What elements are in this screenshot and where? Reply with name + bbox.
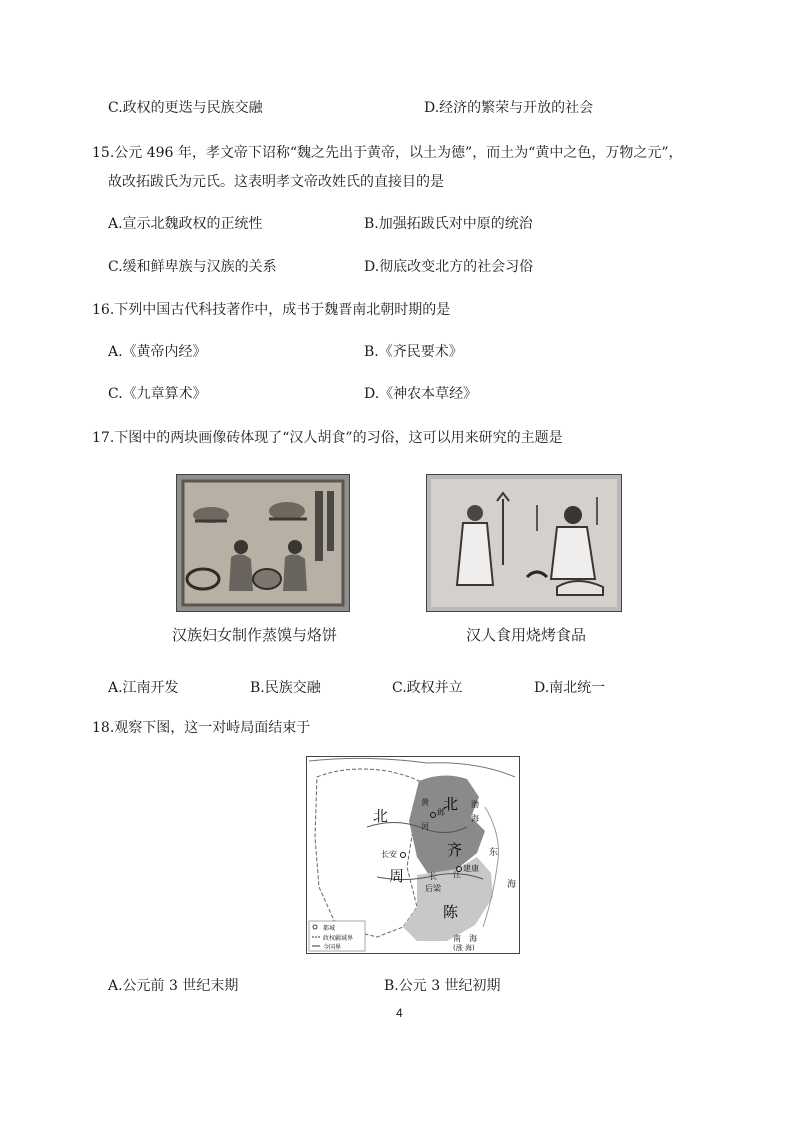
q16-option-d: D.《神农本草经》 bbox=[364, 386, 478, 402]
map-label-houliang: 后梁 bbox=[425, 884, 441, 893]
q15-stem-line2: 故改拓跋氏为元氏。这表明孝文帝改姓氏的直接目的是 bbox=[108, 174, 444, 190]
map-label-hai2: 海 bbox=[507, 880, 517, 890]
q18-option-a: A.公元前 3 世纪末期 bbox=[108, 978, 239, 994]
page-number: 4 bbox=[396, 1006, 403, 1020]
q17-option-b: B.民族交融 bbox=[250, 680, 321, 696]
q15-option-c: C.缓和鲜卑族与汉族的关系 bbox=[108, 259, 277, 275]
map-label-bei: 北 bbox=[373, 807, 389, 825]
brick-image-cooking bbox=[176, 474, 350, 612]
map-label-bei-qi-1: 北 bbox=[443, 795, 459, 813]
map-label-dong: 东 bbox=[489, 848, 499, 858]
map-label-zhuhai: (涨 海) bbox=[453, 944, 475, 952]
q17-option-a: A.江南开发 bbox=[108, 680, 179, 696]
brick-image-barbecue bbox=[426, 474, 622, 612]
q15-option-d: D.彻底改变北方的社会习俗 bbox=[364, 259, 534, 275]
map-label-hai1: 海 bbox=[471, 814, 479, 823]
q17-stem: 17.下图中的两块画像砖体现了“汉人胡食”的习俗，这可以用来研究的主题是 bbox=[92, 430, 563, 446]
map-label-huang: 黄 bbox=[421, 798, 429, 807]
q14-option-d: D.经济的繁荣与开放的社会 bbox=[424, 100, 594, 116]
q16-stem: 16.下列中国古代科技著作中，成书于魏晋南北朝时期的是 bbox=[92, 302, 451, 318]
q16-option-b: B.《齐民要术》 bbox=[364, 344, 463, 360]
q17-option-d: D.南北统一 bbox=[534, 680, 606, 696]
map-label-ye: 邺 bbox=[437, 808, 445, 817]
map-label-hai3: 海 bbox=[469, 934, 477, 943]
map-legend-capital: 都城 bbox=[323, 925, 336, 932]
q17-option-c: C.政权并立 bbox=[392, 680, 463, 696]
map-label-nan: 南 bbox=[453, 934, 461, 943]
q15-option-a: A.宣示北魏政权的正统性 bbox=[108, 216, 263, 232]
map-label-zhou: 周 bbox=[389, 867, 405, 885]
q16-option-c: C.《九章算术》 bbox=[108, 386, 207, 402]
map-legend-boundary: 政权疆域界 bbox=[323, 935, 354, 942]
map-label-he: 河 bbox=[421, 822, 429, 831]
q16-option-a: A.《黄帝内经》 bbox=[108, 344, 207, 360]
map-label-jiang: 江 bbox=[453, 870, 461, 879]
map-label-changan: 长安 bbox=[381, 850, 397, 859]
q18-option-b: B.公元 3 世纪初期 bbox=[384, 978, 501, 994]
q14-option-c: C.政权的更迭与民族交融 bbox=[108, 100, 263, 116]
brick-caption-cooking: 汉族妇女制作蒸馍与烙饼 bbox=[172, 626, 338, 644]
map-north-south-dynasties bbox=[306, 756, 520, 954]
map-label-bo: 渤 bbox=[471, 800, 479, 809]
map-label-chen: 陈 bbox=[443, 903, 459, 921]
map-label-chang: 长 bbox=[429, 872, 437, 881]
map-label-jiankang: 建康 bbox=[463, 864, 479, 873]
map-legend-modern: 今国界 bbox=[323, 944, 342, 951]
q15-stem-line1: 15.公元 496 年，孝文帝下诏称“魏之先出于黄帝，以土为德”，而土为“黄中之色，万物之元”， bbox=[92, 145, 683, 161]
q18-stem: 18.观察下图，这一对峙局面结束于 bbox=[92, 720, 311, 736]
q15-option-b: B.加强拓跋氏对中原的统治 bbox=[364, 216, 533, 232]
map-label-qi: 齐 bbox=[447, 841, 463, 859]
brick-caption-barbecue: 汉人食用烧烤食品 bbox=[466, 626, 587, 644]
